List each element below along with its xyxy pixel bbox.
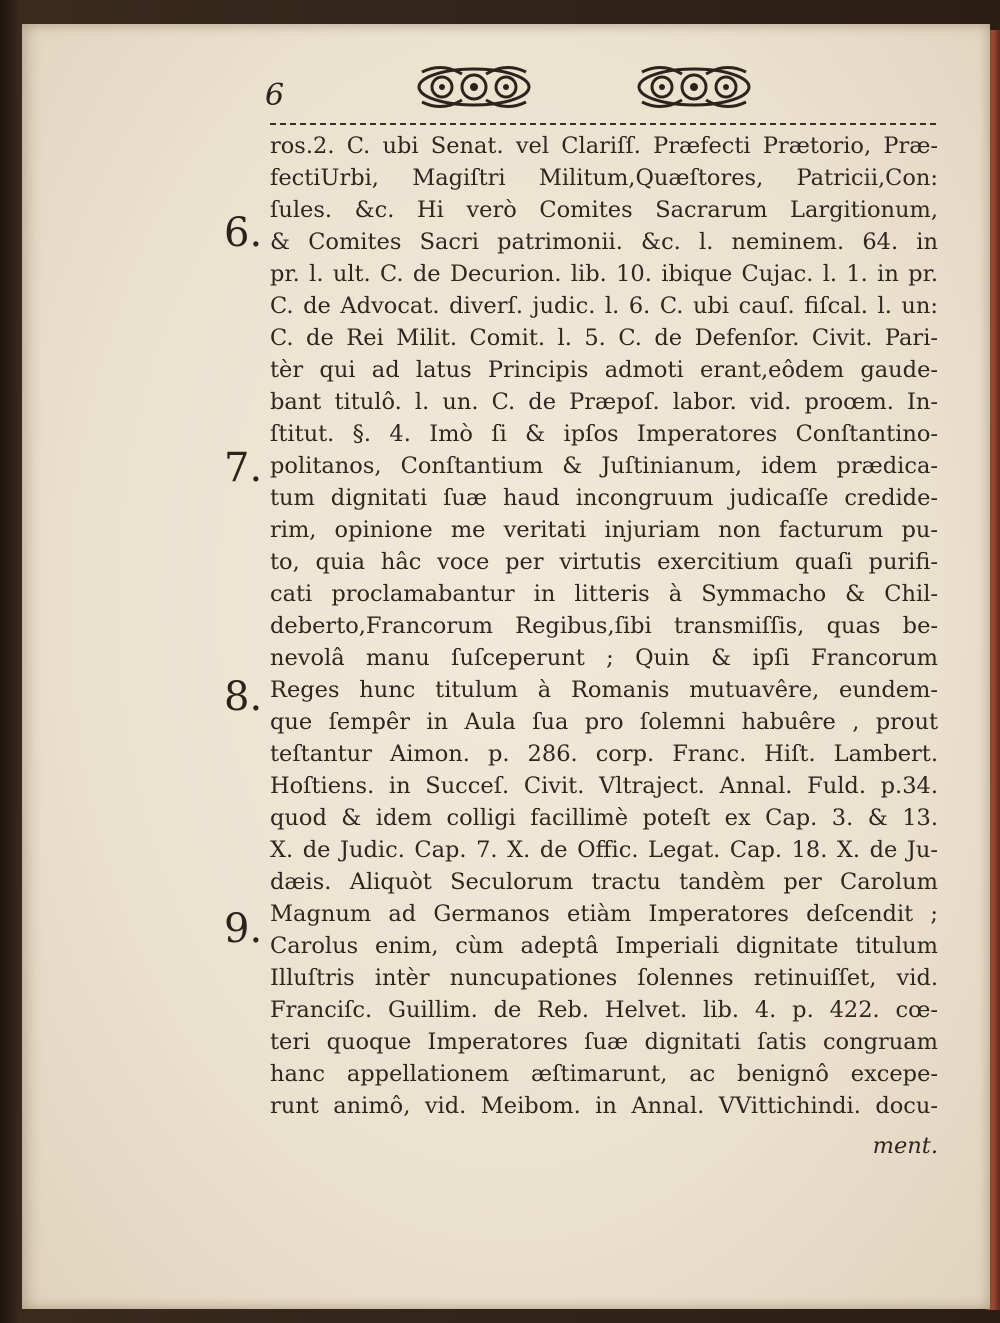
text-line: Franciſc. Guillim. de Reb. Helvet. lib. 4. p. 422. cœ- [270, 997, 938, 1023]
text-line: runt animô, vid. Meibom. in Annal. VVittichindi. docu- [270, 1093, 938, 1119]
text-line: pr. l. ult. C. de Decurion. lib. 10. ibique Cujac. l. 1. in pr. [270, 261, 938, 287]
header-rule [270, 123, 936, 125]
text-line: & Comites Sacri patrimonii. &c. l. neminem. 64. in [270, 229, 938, 255]
text-line: quod & idem colligi facillimè poteſt ex Cap. 3. & 13. [270, 805, 938, 831]
catchword: ment. [872, 1133, 938, 1159]
text-line: Carolus enim, cùm adeptâ Imperiali dignitate titulum [270, 933, 938, 959]
text-line: cati proclamabantur in litteris à Symmacho & Chil- [270, 581, 938, 607]
text-line: Magnum ad Germanos etiàm Imperatores deſcendit ; [270, 901, 938, 927]
text-line: ros.2. C. ubi Senat. vel Clariſſ. Præfecti Prætorio, Præ- [270, 133, 938, 159]
text-line: tèr qui ad latus Principis admoti erant,eôdem gaude- [270, 357, 938, 383]
text-line: que ſempêr in Aula ſua pro ſolemni habuêre , prout [270, 709, 938, 735]
margin-number: 9. [224, 906, 263, 952]
margin-number: 7. [224, 445, 263, 491]
text-line: deberto,Francorum Regibus,ſibi transmiſſis, quas be- [270, 613, 938, 639]
text-line: C. de Advocat. diverſ. judic. l. 6. C. ubi cauſ. fiſcal. l. un: [270, 293, 938, 319]
margin-number: 6. [224, 210, 263, 256]
ornament-right [632, 62, 756, 112]
text-line: teſtantur Aimon. p. 286. corp. Franc. Hiſt. Lambert. [270, 741, 938, 767]
text-line: politanos, Conſtantium & Juſtinianum, idem prædica- [270, 453, 938, 479]
text-line: Hoſtiens. in Succeſ. Civit. Vltraject. Annal. Fuld. p.34. [270, 773, 938, 799]
text-line: teri quoque Imperatores ſuæ dignitati ſatis congruam [270, 1029, 938, 1055]
ornament-left [412, 62, 536, 112]
text-line: Reges hunc titulum à Romanis mutuavêre, eundem- [270, 677, 938, 703]
text-line: rim, opinione me veritati injuriam non facturum pu- [270, 517, 938, 543]
text-line: ſtitut. §. 4. Imò ſi & ipſos Imperatores Conſtantino- [270, 421, 938, 447]
text-line: dæis. Aliquòt Seculorum tractu tandèm per Carolum [270, 869, 938, 895]
text-line: hanc appellationem æſtimarunt, ac benignô excepe- [270, 1061, 938, 1087]
text-line: to, quia hâc voce per virtutis exercitium quaſi purifi- [270, 549, 938, 575]
text-line: tum dignitati ſuæ haud incongruum judicaſſe credide- [270, 485, 938, 511]
text-line: X. de Judic. Cap. 7. X. de Offic. Legat. Cap. 18. X. de Ju- [270, 837, 938, 863]
text-line: C. de Rei Milit. Comit. l. 5. C. de Defenſor. Civit. Pari- [270, 325, 938, 351]
text-line: ſules. &c. Hi verò Comites Sacrarum Largitionum, [270, 197, 938, 223]
text-line: nevolâ manu ſuſceperunt ; Quin & ipſi Francorum [270, 645, 938, 671]
text-line: fectiUrbi, Magiſtri Militum,Quæſtores, Patricii,Con: [270, 165, 938, 191]
text-line: bant titulô. l. un. C. de Præpoſ. labor. vid. proœm. In- [270, 389, 938, 415]
margin-number: 8. [224, 674, 263, 720]
text-line: Illuſtris intèr nuncupationes ſolennes retinuiſſet, vid. [270, 965, 938, 991]
page-number: 6 [265, 78, 285, 113]
